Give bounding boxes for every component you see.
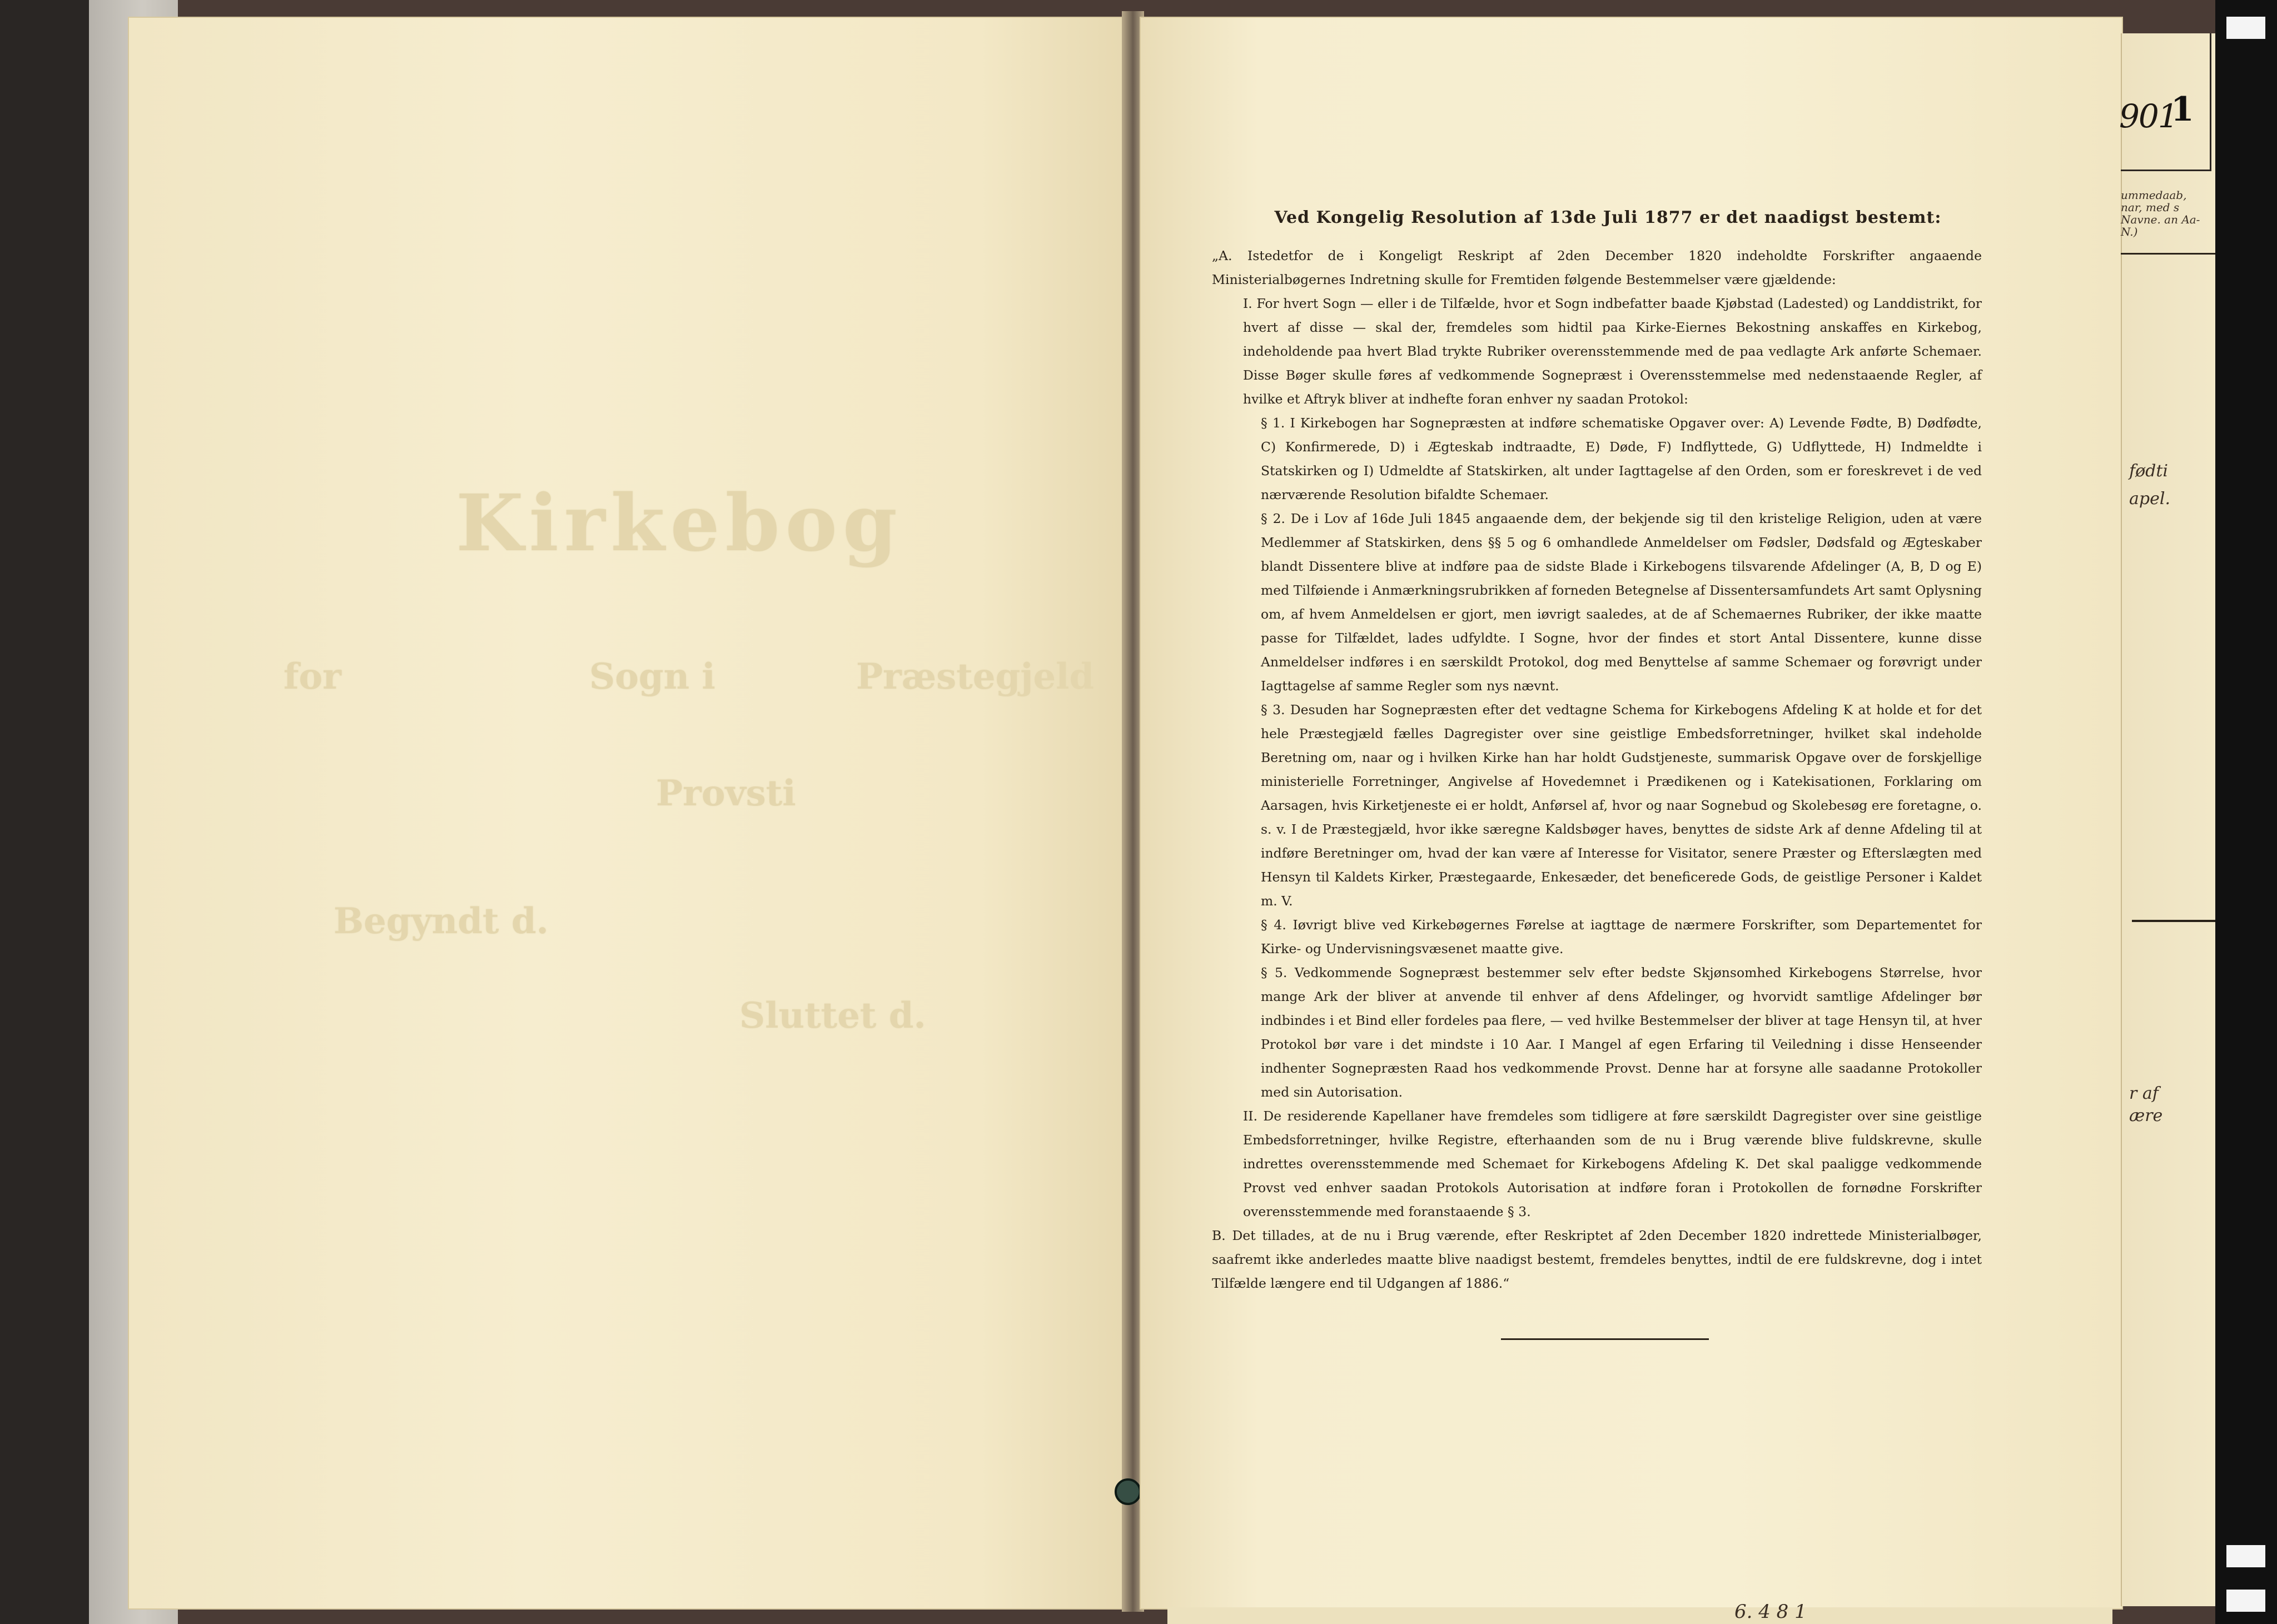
section-2: § 2. De i Lov af 16de Juli 1845 angaaende dem, der bekjende sig til den kristelige Religion, uden at være Medlemmer af Statskirken, dens §§ 5 og 6 omhandlede Anmeldelser om Fødsler, Dødsfald og Ægteskaber blandt Dissentere blive at indføre paa de sidste Blade i Kirkebogens tilsvarende Afdelinger (A, B, D og E) med Tilføiende i Anmærkningsrubrikken af forneden Betegnelse af Dissentersamfundets Art samt Oplysning om, af hvem Anmeldelsen er gjort, men iøvrigt saaledes, at de af Schemaernes Rubriker, der ikke maatte passe for Tilfældet, lades udfyldte. I Sogne, hvor der findes et stort Antal Dissentere, kunne disse Anmeldelser indføres i en særskildt Protokol, dog med Benyttelse af samme Schemaer og forøvrigt under Iagttagelse af samme Regler som nys nævnt. [1261, 511, 1982, 694]
paragraph-ii: II. De residerende Kapellaner have fremdeles som tidligere at føre særskildt Dagregister over sine geistlige Embedsforretninger, hvilke Registre, efterhaanden som de nu i Brug værende blive fuldskrevne, skulle indrettes overensstemmende med Schemaet for Kirkebogens Afdeling K. Det skal paaligge vedkommende Provst ved enhver saadan Protokols Autorisation at indføre foran i Protokollen de fornødne Forskrifter overensstemmende med foranstaaende § 3. [1243, 1108, 1982, 1219]
section-3: § 3. Desuden har Sognepræsten efter det vedtagne Schema for Kirkebogens Afdeling K at holde et for det hele Præstegjæld fælles Dagregister over sine geistlige Embedsforretninger, hvilket skal indeholde Beretning om, naar og i hvilken Kirke han har holdt Gudstjeneste, summarisk Opgave over de forskjellige ministerielle Forretninger, Angivelse af Hovedemnet i Prædikenen og i Katekisationen, Forklaring om Aarsagen, hvis Kirketjeneste ei er holdt, Anførsel af, hvor og naar Sognebud og Skolebesøg ere foretagne, o. s. v. I de Præstegjæld, hvor ikke særegne Kaldsbøger haves, benyttes de sidste Ark af denne Afdeling til at indføre Beretninger om, hvad der kan være af Interesse for Visitator, senere Præster og Efterslægten med Hensyn til Kaldets Kirker, Præstegaarde, Enkesæder, det beneficerede Gods, de geistlige Personer i Kaldet m. V. [1261, 702, 1982, 909]
handwritten-note: r af [2129, 1084, 2159, 1103]
ghost-line-prestegjeld: Præstegjeld [856, 656, 1095, 698]
ghost-line-sogn: Sogn i [589, 656, 715, 698]
paragraph-i: I. For hvert Sogn — eller i de Tilfælde, hvor et Sogn indbefatter baade Kjøbstad (Ladested) og Landdistrikt, for hvert af disse — skal der, fremdeles som hidtil paa Kirke-Eiernes Bekostning anskaffes en Kirkebog, indeholdende paa hvert Blad trykte Rubriker overensstemmende med de paa vedlagte Ark anførte Schemaer. Disse Bøger skulle føres af vedkommende Sognepræst i Overensstemmelse med nedenstaaende Regler, af hvilke et Aftryk bliver at indhefte foran enhver ny saadan Protokol: [1243, 296, 1982, 407]
closing-rule [1501, 1338, 1709, 1340]
paragraph-a: „A. Istedetfor de i Kongeligt Reskript af 2den December 1820 indeholdte Forskrifter angaaende Ministerialbøgernes Indretning skulle for Fremtiden følgende Bestemmelser være gjældende: [1212, 248, 1982, 287]
paragraph-b: B. Det tillades, at de nu i Brug værende, efter Reskriptet af 2den December 1820 indrettede Ministerialbøger, saafremt ikke anderledes maatte blive naadigst bestemt, fremdeles benyttes, indtil de ere fuldskrevne, dog i intet Tilfælde længere end til Udgangen af 1886.“ [1212, 1228, 1982, 1291]
scan-ruler [2215, 0, 2277, 1624]
resolution-text [1212, 206, 1982, 1296]
ruler-tick [2226, 17, 2265, 39]
page-number-printed: 1 [2171, 90, 2194, 129]
ruler-tick [2226, 1590, 2265, 1612]
strip-rule [2132, 920, 2215, 922]
section-1: § 1. I Kirkebogen har Sognepræsten at indføre schematiske Opgaver over: A) Levende Fødte, B) Dødfødte, C) Konfirmerede, D) i Ægteskab indtraadte, E) Døde, F) Indflyttede, G) Udflyttede, H) Indmeldte i Statskirken og I) Udmeldte af Statskirken, alt under Iagttagelse af den Orden, som er foreskrevet i de ved nærværende Resolution bifaldte Schemaer. [1261, 415, 1982, 502]
section-4: § 4. Iøvrigt blive ved Kirkebøgernes Førelse at iagttage de nærmere Forskrifter, som Departementet for Kirke- og Undervisningsvæsenet maatte give. [1261, 917, 1982, 957]
column-header-fragment: ummedaab, nar, med s Navne. an Aa- N.) [2121, 188, 2200, 238]
handwritten-note: apel. [2129, 489, 2170, 509]
page-edge-bottom [1167, 1607, 2112, 1624]
bottom-handwriting: 6. 4 8 1 [1734, 1601, 1807, 1623]
ghost-line-sluttet: Sluttet d. [739, 995, 926, 1037]
handwritten-note: ære [2129, 1106, 2163, 1125]
ghost-line-begyndt: Begyndt d. [334, 900, 549, 942]
left-page [128, 17, 1131, 1610]
strip-rule [2121, 253, 2215, 255]
ghost-line-for: for [284, 656, 341, 698]
ruler-tick [2226, 1545, 2265, 1567]
next-page-strip [2121, 33, 2216, 1606]
binding-knot [1115, 1478, 1141, 1505]
ghost-line-provsti: Provsti [656, 773, 796, 814]
section-5: § 5. Vedkommende Sognepræst bestemmer selv efter bedste Skjønsomhed Kirkebogens Størrelse, hvor mange Ark der bliver at anvende til enhver af dens Afdelinger, og hvorvidt samtlige Afdelinger bør indbindes i et Bind eller fordeles paa flere, — ved hvilke Bestemmelser der bliver at tage Hensyn til, at hver Protokol bør vare i det mindste i 10 Aar. I Mangel af egen Erfaring til Veiledning i disse Henseender indhenter Sognepræsten Raad hos vedkommende Provst. Denne har at forsyne alle saadanne Protokoller med sin Autorisation. [1261, 965, 1982, 1100]
handwritten-note: fødti [2129, 461, 2169, 481]
resolution-heading: Ved Kongelig Resolution af 13de Juli 1877 er det naadigst bestemt: [1274, 208, 1942, 227]
ghost-title: Kirkebog [456, 478, 903, 569]
page-number-handwritten: 901 [2119, 97, 2177, 135]
